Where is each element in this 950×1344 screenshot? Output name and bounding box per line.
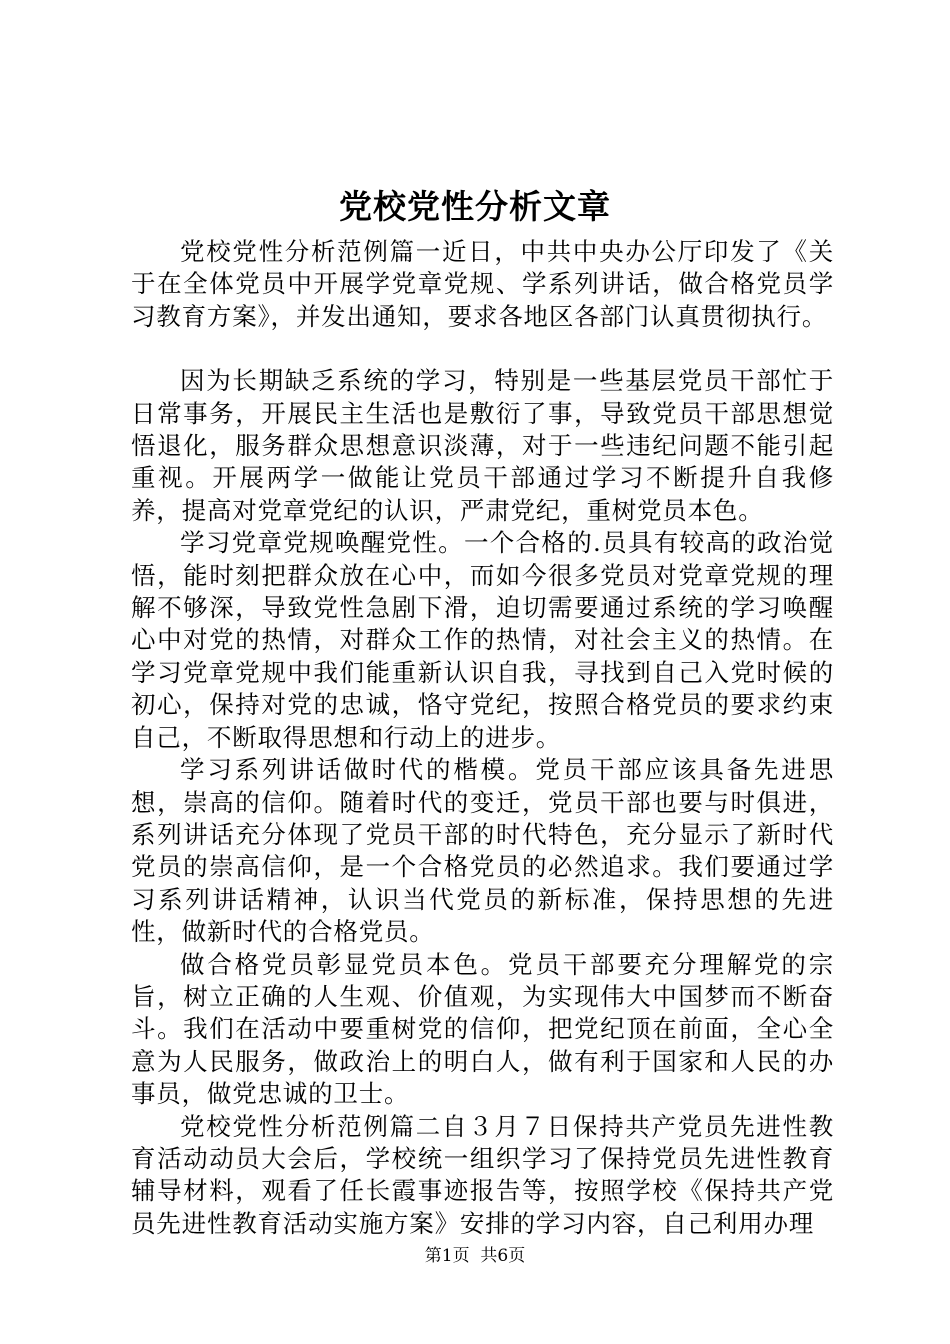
paragraph: 因为长期缺乏系统的学习，特别是一些基层党员干部忙于日常事务，开展民主生活也是敷衍了事，导致党员干部思想觉悟退化，服务群众思想意识淡薄，对于一些违纪问题不能引起重视。开展两学一做能让党员干部通过学习不断提升自我修养，提高对党章党纪的认识，严肃党纪，重树党员本色。 bbox=[131, 366, 834, 525]
paragraph: 学习党章党规唤醒党性。一个合格的.员具有较高的政治觉悟，能时刻把群众放在心中，而如今很多党员对党章党规的理解不够深，导致党性急剧下滑，迫切需要通过系统的学习唤醒心中对党的热情，对群众工作的热情，对社会主义的热情。在学习党章党规中我们能重新认识自我，寻找到自己入党时候的初心，保持对党的忠诚，恪守党纪，按照合格党员的要求约束自己，不断取得思想和行动上的进步。 bbox=[131, 528, 834, 752]
paragraph: 党校党性分析范例篇一近日，中共中央办公厅印发了《关于在全体党员中开展学党章党规、学系列讲话，做合格党员学习教育方案》，并发出通知，要求各地区各部门认真贯彻执行。 bbox=[131, 237, 834, 331]
page-footer bbox=[0, 1244, 950, 1268]
paragraph: 党校党性分析范例篇二自３月７日保持共产党员先进性教育活动动员大会后，学校统一组织学习了保持党员先进性教育辅导材料，观看了任长霞事迹报告等，按照学校《保持共产党员先进性教育活动实施方案》安排的学习内容，自己利用办理 bbox=[131, 1111, 834, 1238]
document-body bbox=[131, 236, 834, 1240]
footer-separator bbox=[470, 1246, 481, 1266]
document-title: 党校党性分析文章 bbox=[339, 187, 611, 226]
paragraph: 做合格党员彰显党员本色。党员干部要充分理解党的宗旨，树立正确的人生观、价值观，为实现伟大中国梦而不断奋斗。我们在活动中要重树党的信仰，把党纪顶在前面，全心全意为人民服务，做政治上的明白人，做有利于国家和人民的办事员，做党忠诚的卫士。 bbox=[131, 949, 834, 1109]
page-number: 第1页 bbox=[424, 1246, 470, 1266]
page-total: 共6页 bbox=[480, 1246, 526, 1266]
paragraph: 学习系列讲话做时代的楷模。党员干部应该具备先进思想，崇高的信仰。随着时代的变迁，党员干部也要与时俱进，系列讲话充分体现了党员干部的时代特色，充分显示了新时代党员的崇高信仰，是一个合格党员的必然追求。我们要通过学习系列讲话精神，认识当代党员的新标准，保持思想的先进性，做新时代的合格党员。 bbox=[131, 755, 834, 947]
